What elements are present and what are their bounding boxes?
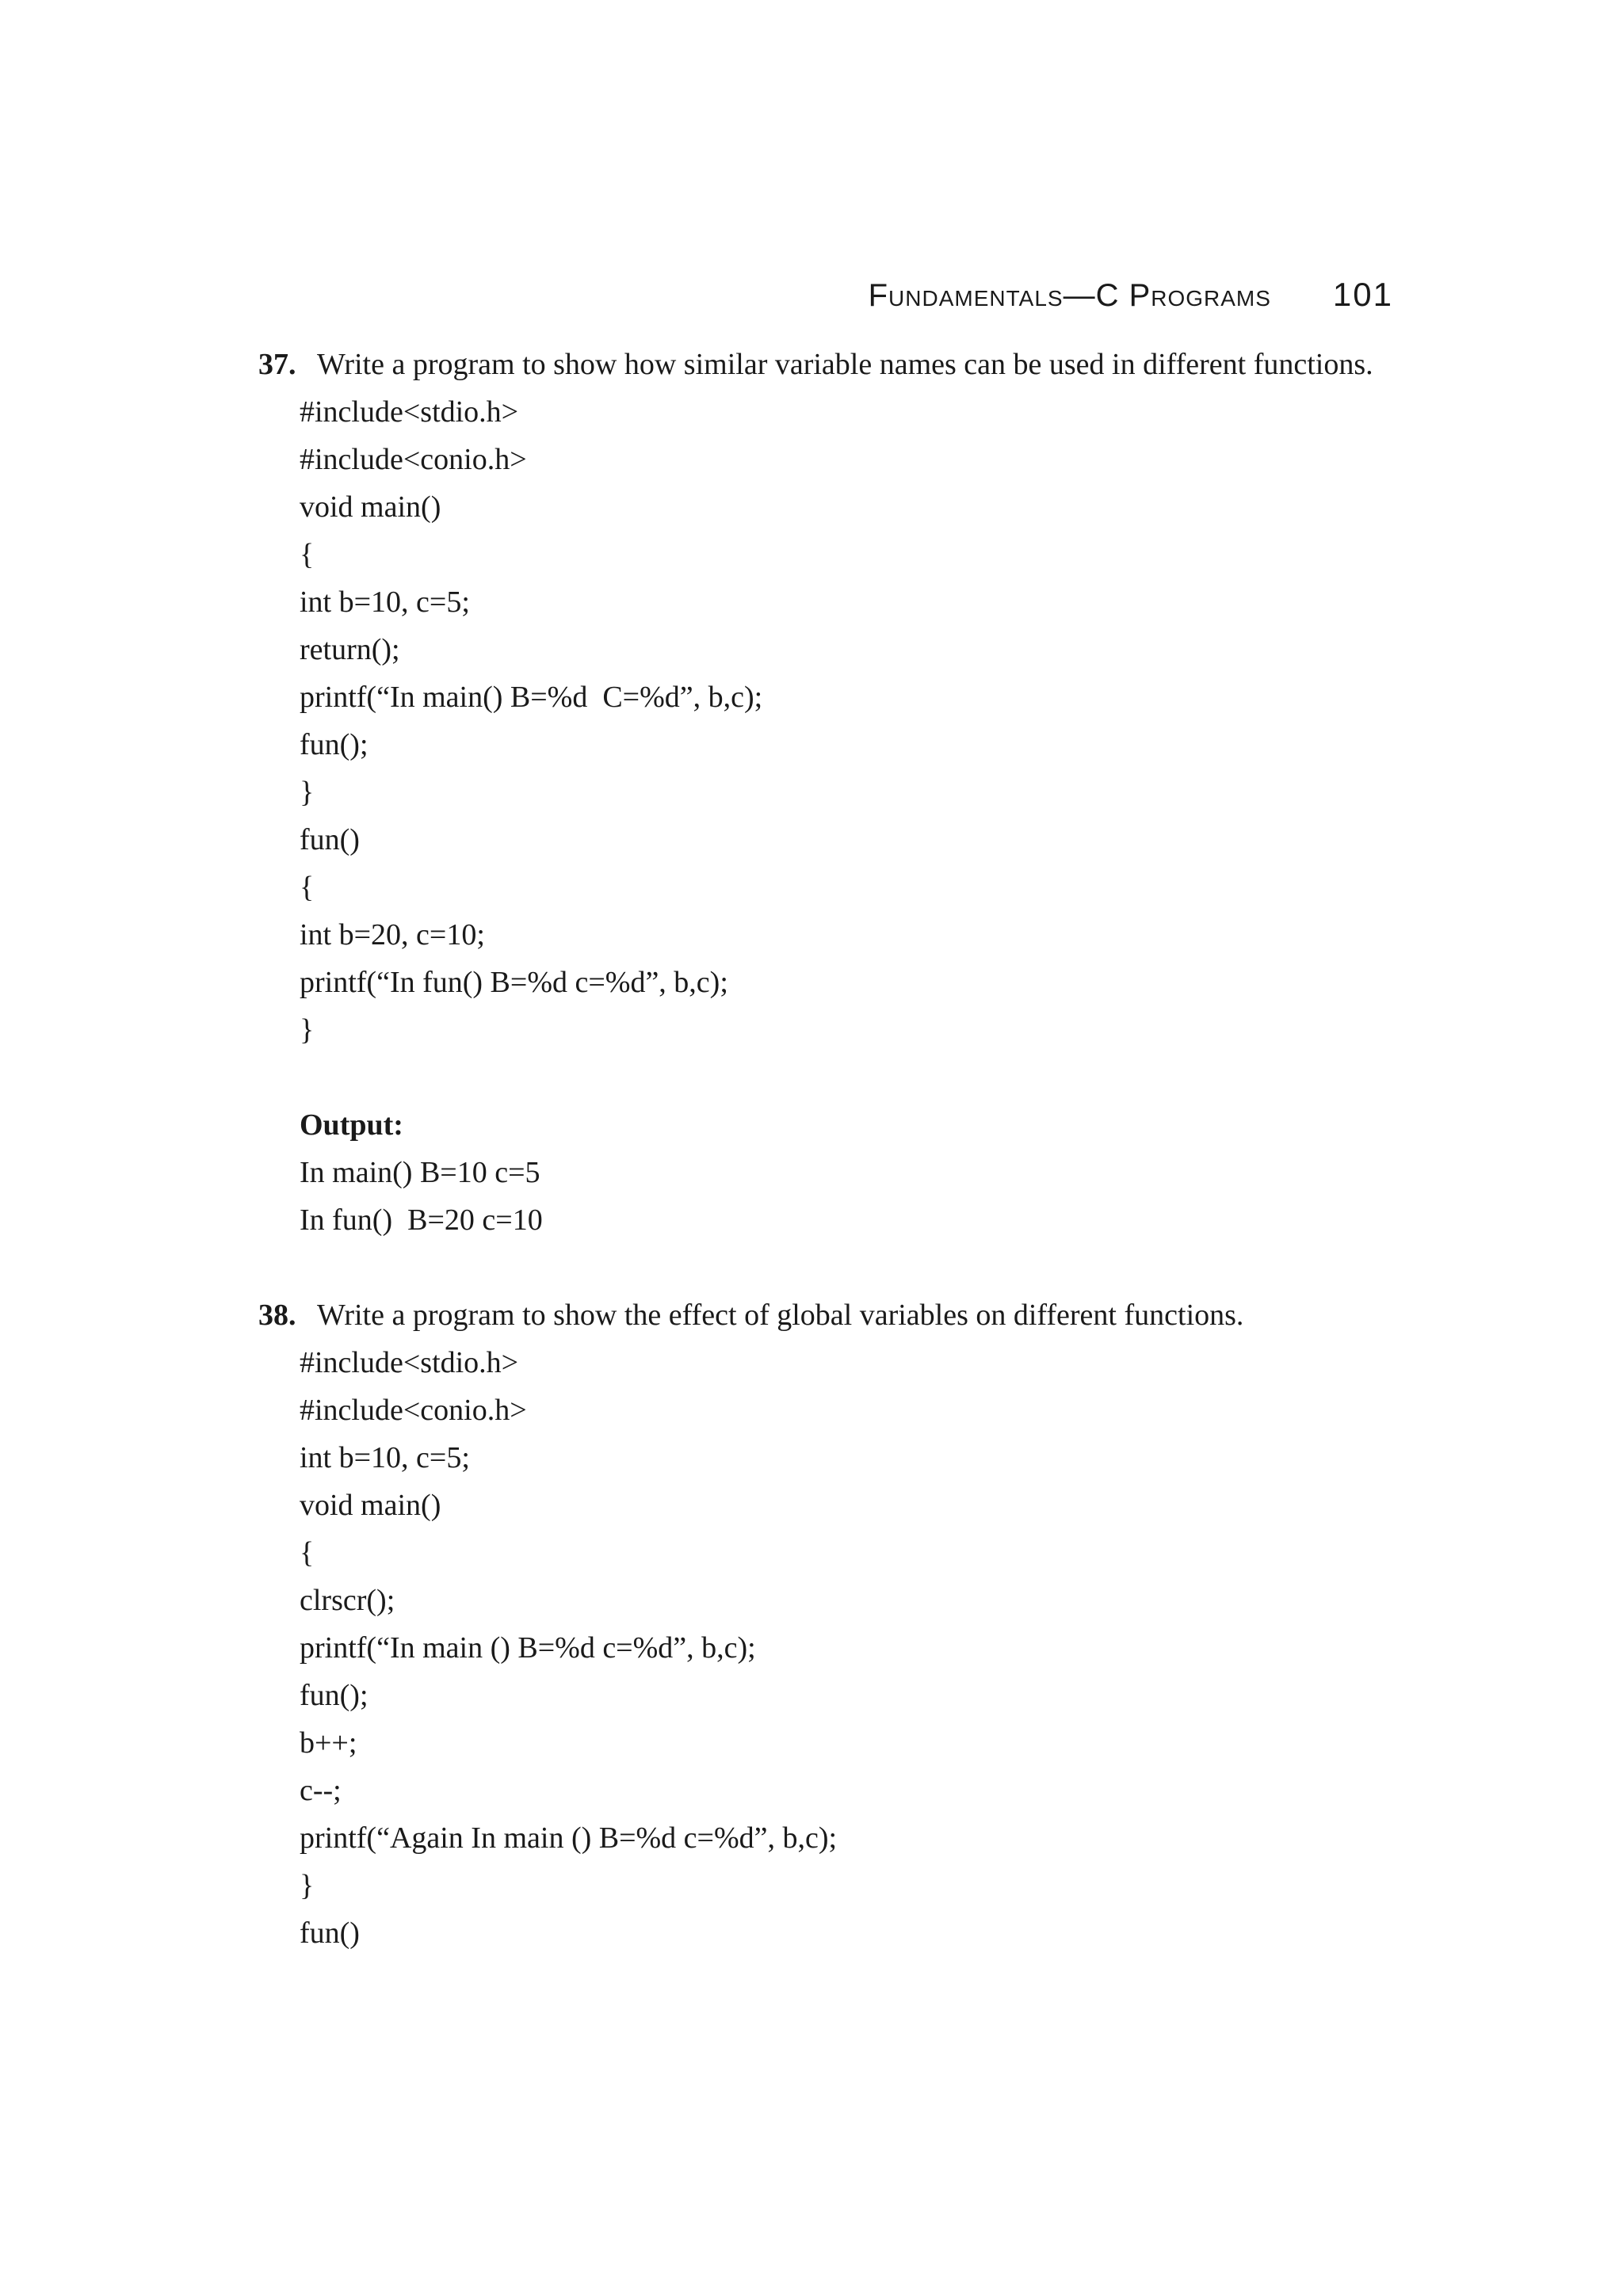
code-line: }: [300, 776, 315, 809]
code-line: #include<stdio.h>: [300, 1346, 519, 1379]
code-line: {: [300, 538, 315, 571]
problem-statement: [258, 1291, 1393, 1339]
code-line: return();: [300, 633, 400, 666]
page-number: 101: [1332, 276, 1393, 313]
code-line: fun(): [300, 1917, 360, 1950]
problem-38: [258, 1291, 1393, 1957]
code-line: printf(“In main() B=%d C=%d”, b,c);: [300, 681, 763, 714]
code-block: [300, 388, 1393, 1244]
code-line: void main(): [300, 490, 441, 524]
output-line: In main() B=10 c=5: [300, 1156, 540, 1189]
code-line: fun();: [300, 728, 369, 761]
code-line: int b=10, c=5;: [300, 1441, 470, 1474]
code-line: int b=10, c=5;: [300, 585, 470, 619]
code-line: int b=20, c=10;: [300, 918, 485, 952]
code-line: }: [300, 1869, 315, 1902]
running-head: [869, 276, 1393, 314]
problem-statement: [258, 341, 1393, 388]
problem-37: [258, 341, 1393, 1244]
code-block: [300, 1339, 1393, 1957]
code-line: printf(“In fun() B=%d c=%d”, b,c);: [300, 966, 728, 999]
code-line: printf(“In main () B=%d c=%d”, b,c);: [300, 1631, 756, 1665]
output-label: Output:: [300, 1108, 403, 1142]
code-line: fun(): [300, 823, 360, 856]
code-line: void main(): [300, 1489, 441, 1522]
code-line: c--;: [300, 1774, 342, 1807]
code-line: {: [300, 871, 315, 904]
code-line: clrscr();: [300, 1584, 395, 1617]
running-head-title: Fundamentals—C Programs: [868, 278, 1271, 313]
code-line: fun();: [300, 1679, 369, 1712]
code-line: #include<conio.h>: [300, 1394, 527, 1427]
code-line: printf(“Again In main () B=%d c=%d”, b,c);: [300, 1821, 838, 1855]
problem-number: 38.: [258, 1299, 296, 1332]
code-line: b++;: [300, 1726, 357, 1760]
code-line: {: [300, 1536, 315, 1569]
problem-question: Write a program to show how similar variable names can be used in different functions.: [317, 348, 1373, 381]
output-line: In fun() B=20 c=10: [300, 1203, 543, 1237]
code-line: #include<conio.h>: [300, 443, 527, 476]
blank-line: [300, 1054, 1393, 1101]
code-line: #include<stdio.h>: [300, 395, 519, 429]
code-line: }: [300, 1013, 315, 1047]
problem-number: 37.: [258, 348, 296, 381]
problem-question: Write a program to show the effect of global variables on different functions.: [317, 1299, 1244, 1332]
